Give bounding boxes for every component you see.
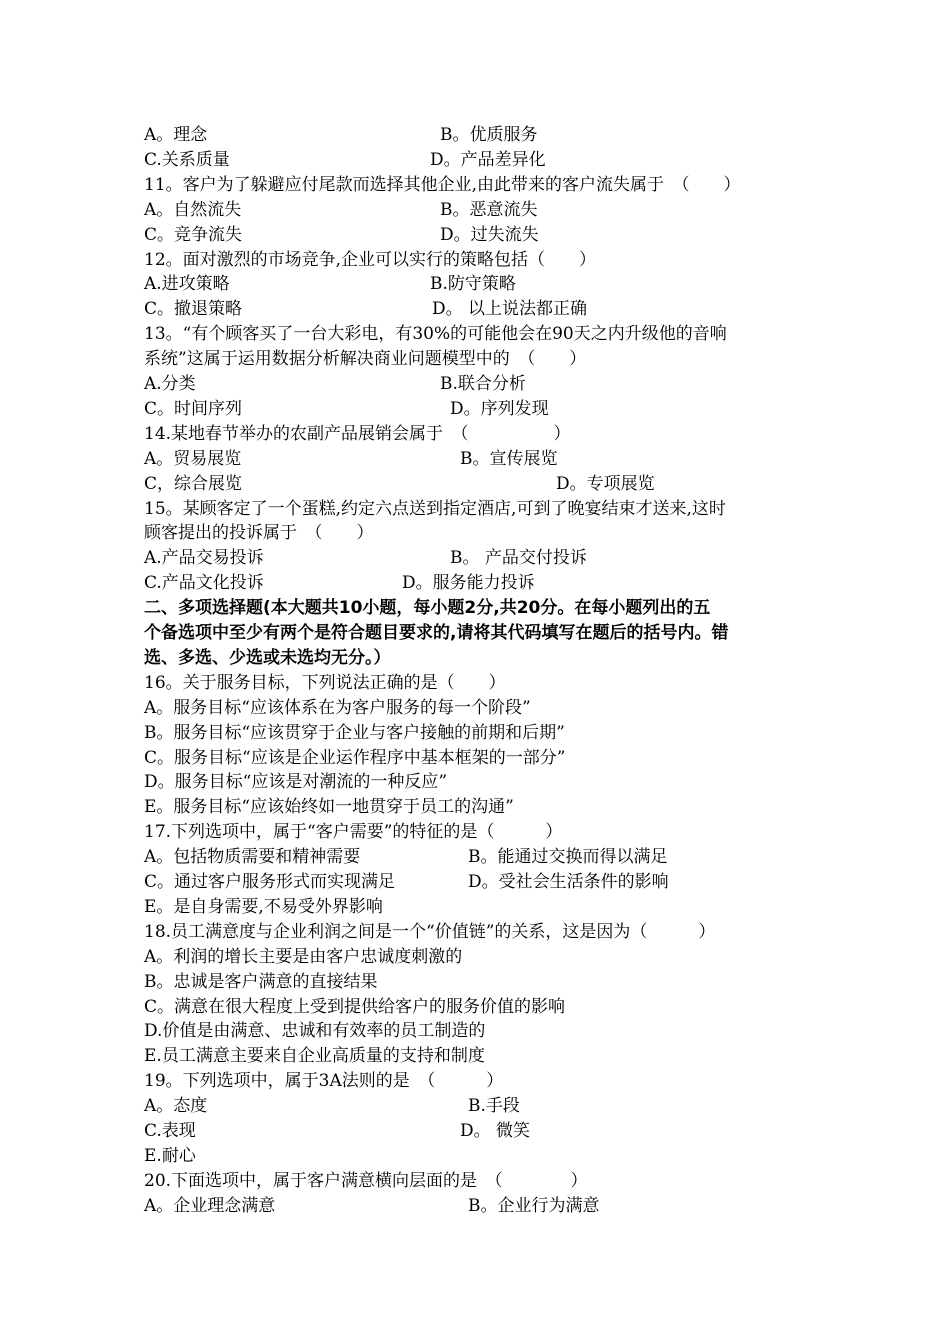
option-left: C，综合展览 (144, 474, 243, 494)
option-row (144, 870, 824, 895)
question-line: 14.某地春节举办的农副产品展销会属于 （ ） (144, 424, 571, 444)
question-line: 17.下列选项中，属于“客户需要”的特征的是（ ） (144, 822, 563, 842)
section-heading-line: 选、多选、少选或未选均无分。） (144, 648, 391, 668)
option-row (144, 447, 824, 472)
question-line: A。服务目标“应该体系在为客户服务的每一个阶段” (144, 698, 531, 718)
option-left: C。撤退策略 (144, 299, 243, 319)
option-right: D。序列发现 (450, 399, 549, 419)
question-line: E。服务目标“应该始终如一地贯穿于员工的沟通” (144, 797, 514, 817)
option-right: D。 以上说法都正确 (432, 299, 588, 319)
question-line: B。忠诚是客户满意的直接结果 (144, 972, 378, 992)
option-left: C。通过客户服务形式而实现满足 (144, 872, 396, 892)
option-left: C。竞争流失 (144, 225, 243, 245)
question-line: C。服务目标“应该是企业运作程序中基本框架的一部分” (144, 748, 566, 768)
option-row (144, 223, 824, 248)
question-line: 11。客户为了躲避应付尾款而选择其他企业,由此带来的客户流失属于 （ ） (144, 175, 741, 195)
option-left: C。时间序列 (144, 399, 243, 419)
option-left: A。企业理念满意 (144, 1196, 276, 1216)
option-left: A。自然流失 (144, 200, 242, 220)
question-line: 13。“有个顾客买了一台大彩电，有30%的可能他会在90天之内升级他的音响 (144, 324, 727, 344)
question-line: D。服务目标“应该是对潮流的一种反应” (144, 772, 448, 792)
option-row (144, 845, 824, 870)
option-row (144, 1194, 824, 1219)
option-row (144, 123, 824, 148)
question-line: 16。关于服务目标，下列说法正确的是（ ） (144, 673, 506, 693)
option-right: B。恶意流失 (440, 200, 538, 220)
question-line: E.员工满意主要来自企业高质量的支持和制度 (144, 1046, 485, 1066)
option-row (144, 272, 824, 297)
option-row (144, 1119, 824, 1144)
option-row (144, 372, 824, 397)
question-line: 顾客提出的投诉属于 （ ） (144, 523, 374, 543)
option-left: A。贸易展览 (144, 449, 242, 469)
option-right: B.防守策略 (430, 274, 516, 294)
option-row (144, 297, 824, 322)
option-left: C.关系质量 (144, 150, 230, 170)
option-right: B.联合分析 (440, 374, 526, 394)
question-line: C。满意在很大程度上受到提供给客户的服务价值的影响 (144, 997, 566, 1017)
section-heading-line: 二、多项选择题(本大题共10小题，每小题2分,共20分。在每小题列出的五 (144, 598, 711, 618)
option-right: B。宣传展览 (460, 449, 558, 469)
question-line: A。利润的增长主要是由客户忠诚度刺激的 (144, 947, 463, 967)
option-row (144, 397, 824, 422)
option-left: A.进攻策略 (144, 274, 230, 294)
option-left: A.产品交易投诉 (144, 548, 264, 568)
option-right: B.手段 (468, 1096, 520, 1116)
option-right: D。 微笑 (460, 1121, 531, 1141)
option-left: C.产品文化投诉 (144, 573, 264, 593)
option-left: A。包括物质需要和精神需要 (144, 847, 361, 867)
option-row (144, 148, 824, 173)
option-left: C.表现 (144, 1121, 196, 1141)
option-right: B。 产品交付投诉 (450, 548, 587, 568)
question-line: 20.下面选项中，属于客户满意横向层面的是 （ ） (144, 1171, 588, 1191)
option-right: B。优质服务 (440, 125, 538, 145)
option-right: B。能通过交换而得以满足 (468, 847, 668, 867)
question-line: 15。某顾客定了一个蛋糕,约定六点送到指定酒店,可到了晚宴结束才送来,这时 (144, 499, 726, 519)
question-line: 19。下列选项中，属于3A法则的是 （ ） (144, 1071, 504, 1091)
question-line: B。服务目标“应该贯穿于企业与客户接触的前期和后期” (144, 723, 565, 743)
option-left: A。态度 (144, 1096, 208, 1116)
question-line: 18.员工满意度与企业利润之间是一个“价值链”的关系，这是因为（ ） (144, 922, 716, 942)
question-line: 系统”这属于运用数据分析解决商业问题模型中的 （ ） (144, 349, 587, 369)
question-line: E。是自身需要,不易受外界影响 (144, 897, 383, 917)
question-line: 12。面对激烈的市场竞争,企业可以实行的策略包括（ ） (144, 250, 597, 270)
option-right: D。受社会生活条件的影响 (468, 872, 669, 892)
question-line: D.价值是由满意、忠诚和有效率的员工制造的 (144, 1021, 486, 1041)
option-row (144, 472, 824, 497)
option-right: D。产品差异化 (430, 150, 546, 170)
section-heading-line: 个备选项中至少有两个是符合题目要求的,请将其代码填写在题后的括号内。错 (144, 623, 729, 643)
option-right: D。专项展览 (556, 474, 655, 494)
option-row (144, 571, 824, 596)
option-row (144, 1094, 824, 1119)
option-left: A.分类 (144, 374, 196, 394)
option-row (144, 546, 824, 571)
option-right: D。过失流失 (440, 225, 539, 245)
option-right: D。服务能力投诉 (402, 573, 535, 593)
option-right: B。企业行为满意 (468, 1196, 600, 1216)
question-line: E.耐心 (144, 1146, 196, 1166)
option-row (144, 198, 824, 223)
option-left: A。理念 (144, 125, 208, 145)
